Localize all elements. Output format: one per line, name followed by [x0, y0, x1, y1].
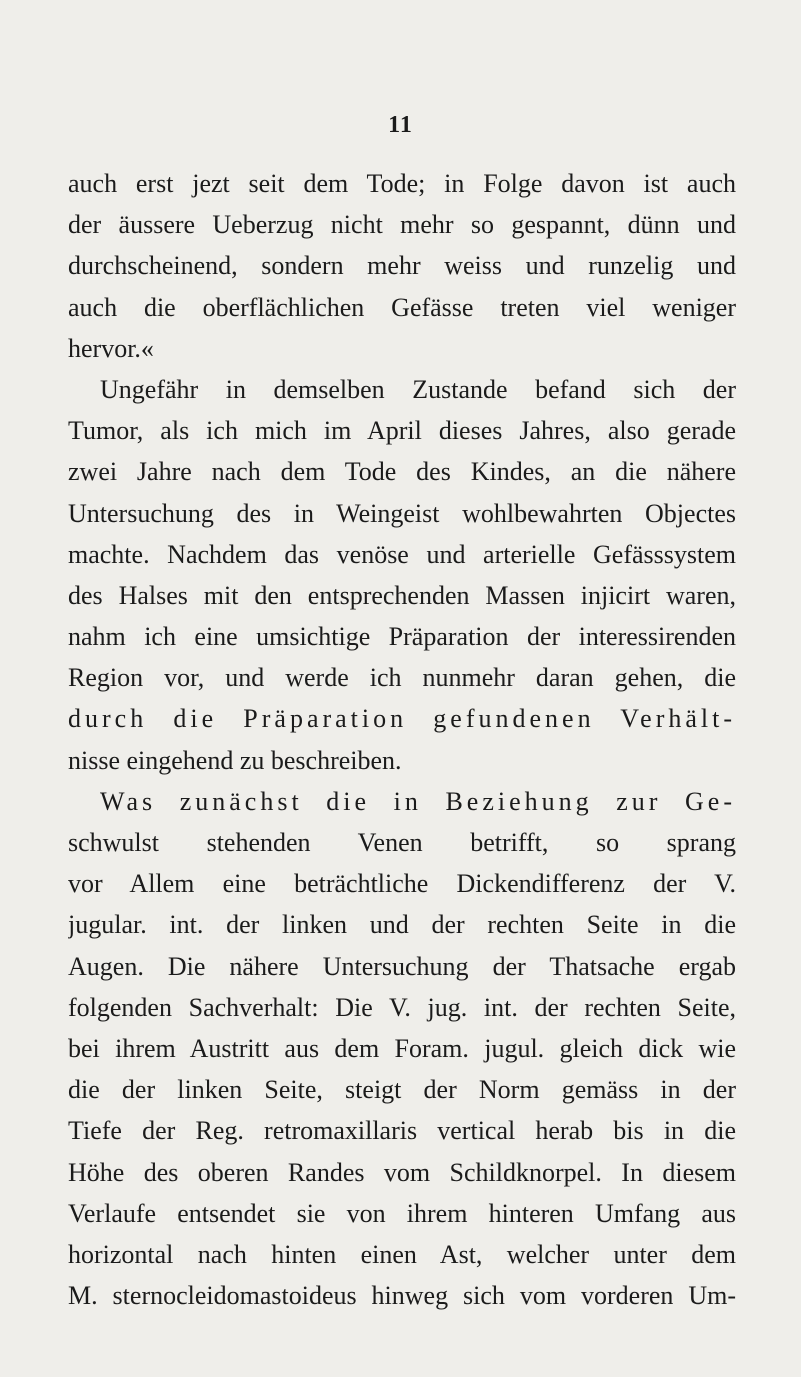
text-line: Verlaufe entsendet sie von ihrem hinteren Umfang aus	[68, 1198, 736, 1228]
text-line: auch erst jezt seit dem Tode; in Folge davon ist auch	[68, 169, 736, 198]
text-line: Ungefähr in demselben Zustande befand sich der	[100, 374, 736, 404]
text-line: vor Allem eine beträchtliche Dickendifferenz der V.	[68, 869, 736, 899]
text-line: Region vor, und werde ich nunmehr daran gehen, die	[68, 663, 736, 693]
text-line: durchscheinend, sondern mehr weiss und runzelig und	[68, 251, 736, 281]
text-line: zwei Jahre nach dem Tode des Kindes, an die nähere	[68, 457, 736, 487]
text-line: der äussere Ueberzug nicht mehr so gespannt, dünn und	[68, 210, 736, 240]
text-line: schwulst stehenden Venen betrifft, so sprang	[68, 828, 736, 857]
text-line: nahm ich eine umsichtige Präparation der interessirenden	[68, 622, 736, 652]
text-line: nisse eingehend zu beschreiben.	[68, 745, 402, 775]
text-line: durch die Präparation gefundenen Verhält-	[68, 704, 736, 734]
text-line: Was zunächst die in Beziehung zur Ge-	[100, 786, 736, 816]
text-line: Höhe des oberen Randes vom Schildknorpel. In diesem	[68, 1157, 736, 1187]
text-line: des Halses mit den entsprechenden Massen injicirt waren,	[68, 580, 736, 610]
text-line: Untersuchung des in Weingeist wohlbewahrten Objectes	[68, 498, 736, 528]
text-line: horizontal nach hinten einen Ast, welcher unter dem	[68, 1239, 736, 1269]
text-line: hervor.«	[68, 333, 154, 363]
text-line: Augen. Die nähere Untersuchung der Thatsache ergab	[68, 951, 736, 981]
page-number: 11	[388, 112, 413, 138]
text-line: Tumor, als ich mich im April dieses Jahres, also gerade	[68, 416, 736, 446]
text-line: Tiefe der Reg. retromaxillaris vertical herab bis in die	[68, 1116, 736, 1146]
text-line: folgenden Sachverhalt: Die V. jug. int. der rechten Seite,	[68, 992, 736, 1022]
text-line: jugular. int. der linken und der rechten Seite in die	[68, 910, 736, 940]
text-line: M. sternocleidomastoideus hinweg sich vom vorderen Um-	[68, 1281, 736, 1311]
text-line: bei ihrem Austritt aus dem Foram. jugul. gleich dick wie	[68, 1033, 736, 1063]
text-line: auch die oberflächlichen Gefässe treten viel weniger	[68, 292, 736, 322]
body-text	[68, 163, 736, 1316]
text-line: machte. Nachdem das venöse und arterielle Gefässsystem	[68, 539, 736, 569]
text-line: die der linken Seite, steigt der Norm gemäss in der	[68, 1075, 736, 1105]
